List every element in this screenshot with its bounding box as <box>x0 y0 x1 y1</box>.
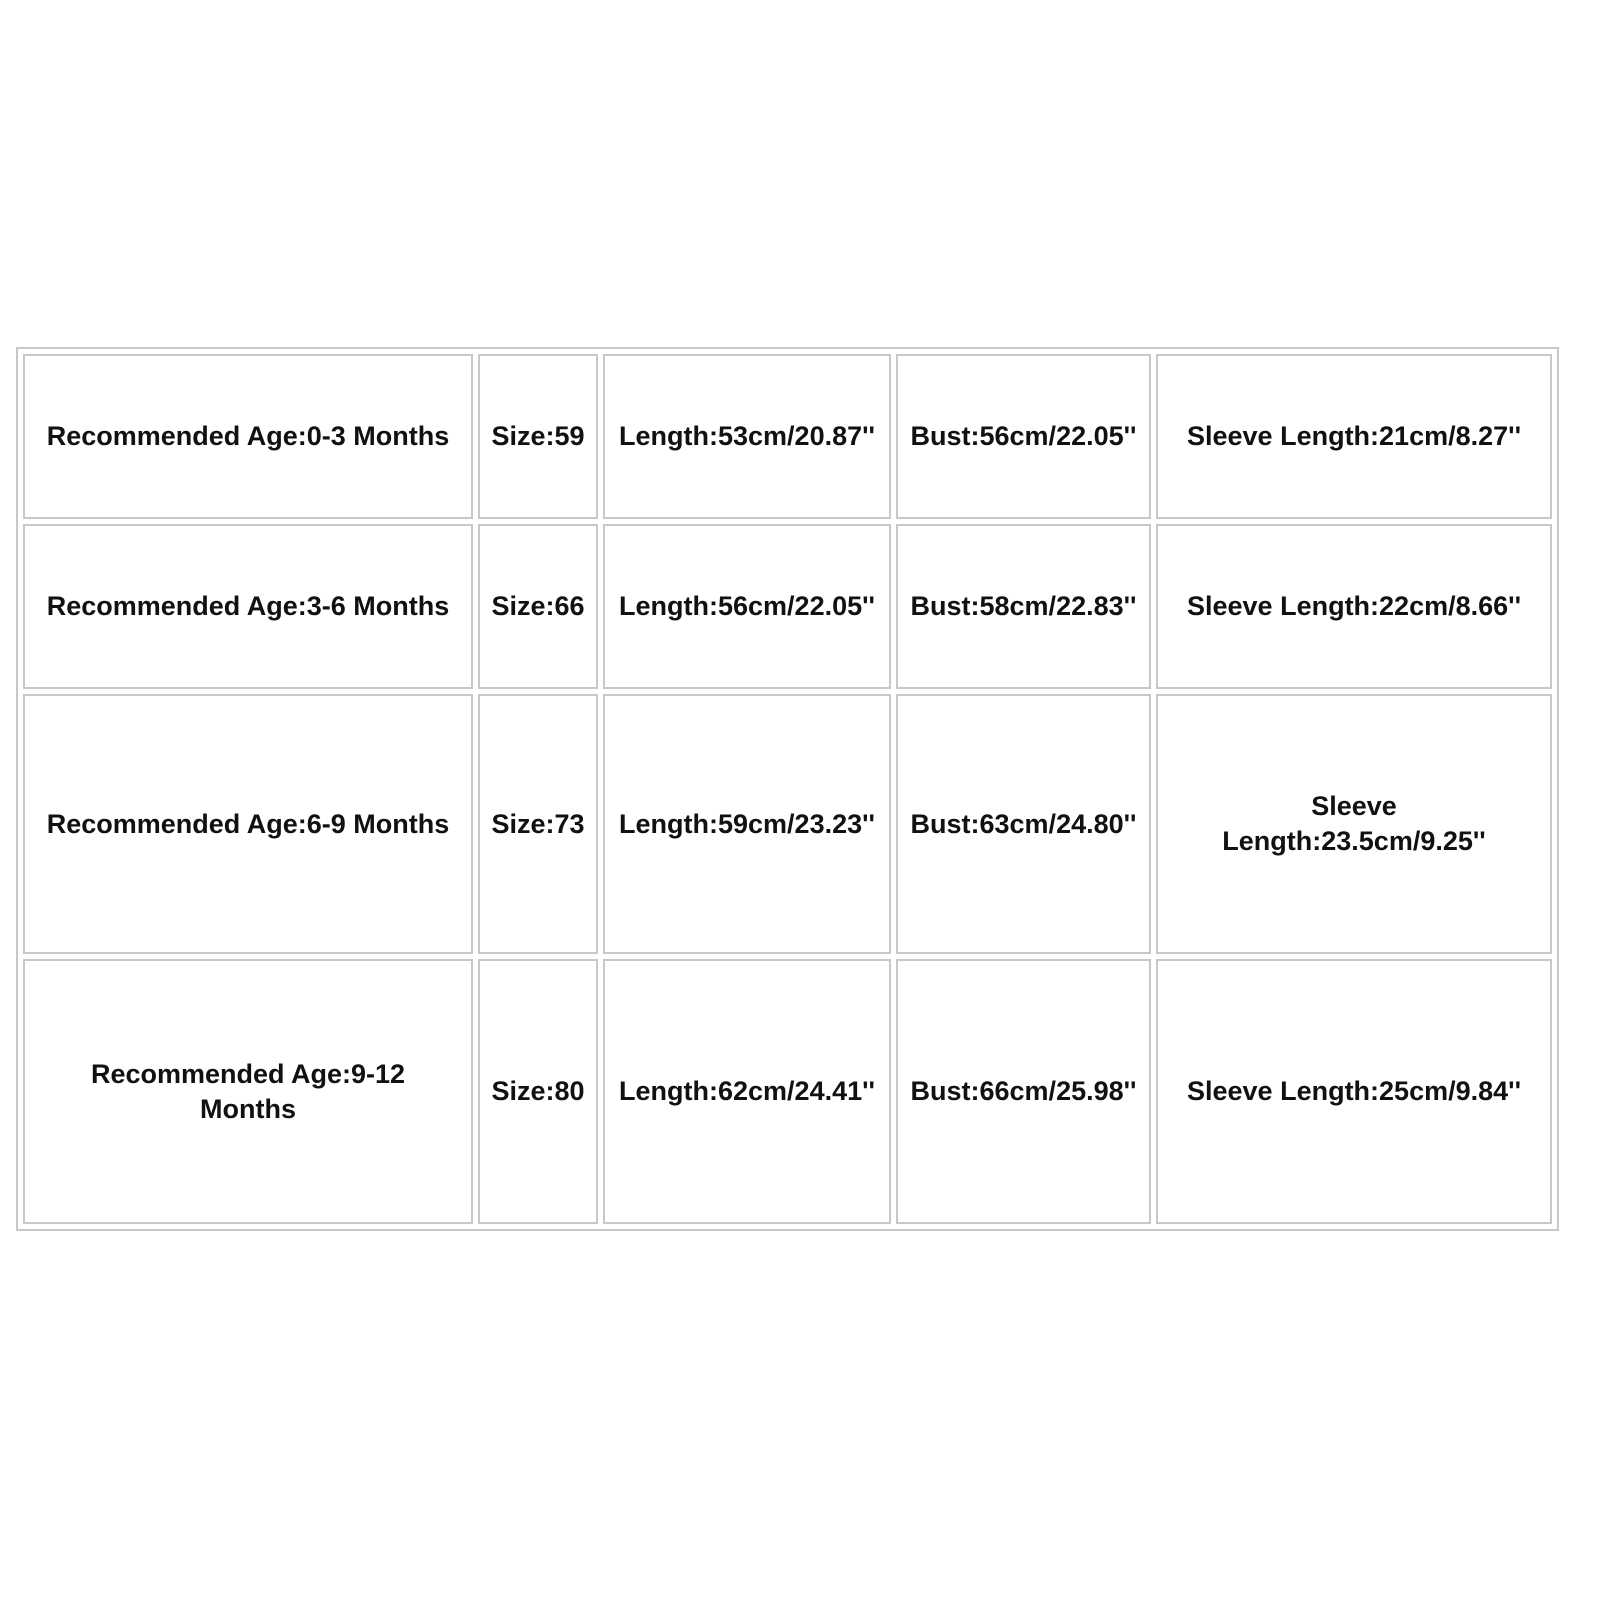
size-cell: Size:66 <box>478 524 598 689</box>
size-chart-table <box>16 347 1559 1231</box>
length-cell: Length:62cm/24.41'' <box>603 959 891 1224</box>
bust-cell: Bust:56cm/22.05'' <box>896 354 1151 519</box>
length-cell: Length:56cm/22.05'' <box>603 524 891 689</box>
length-cell: Length:59cm/23.23'' <box>603 694 891 954</box>
table-row <box>23 524 1552 689</box>
sleeve-length-cell: Sleeve Length:25cm/9.84'' <box>1156 959 1552 1224</box>
length-cell: Length:53cm/20.87'' <box>603 354 891 519</box>
size-cell: Size:80 <box>478 959 598 1224</box>
bust-cell: Bust:66cm/25.98'' <box>896 959 1151 1224</box>
age-cell: Recommended Age:0-3 Months <box>23 354 473 519</box>
bust-cell: Bust:63cm/24.80'' <box>896 694 1151 954</box>
table-row <box>23 959 1552 1224</box>
age-cell: Recommended Age:6-9 Months <box>23 694 473 954</box>
size-cell: Size:73 <box>478 694 598 954</box>
table-row <box>23 694 1552 954</box>
bust-cell: Bust:58cm/22.83'' <box>896 524 1151 689</box>
sleeve-length-cell: Sleeve Length:23.5cm/9.25'' <box>1156 694 1552 954</box>
sleeve-length-cell: Sleeve Length:21cm/8.27'' <box>1156 354 1552 519</box>
sleeve-length-cell: Sleeve Length:22cm/8.66'' <box>1156 524 1552 689</box>
age-cell: Recommended Age:3-6 Months <box>23 524 473 689</box>
size-cell: Size:59 <box>478 354 598 519</box>
age-cell: Recommended Age:9-12 Months <box>23 959 473 1224</box>
table-row <box>23 354 1552 519</box>
